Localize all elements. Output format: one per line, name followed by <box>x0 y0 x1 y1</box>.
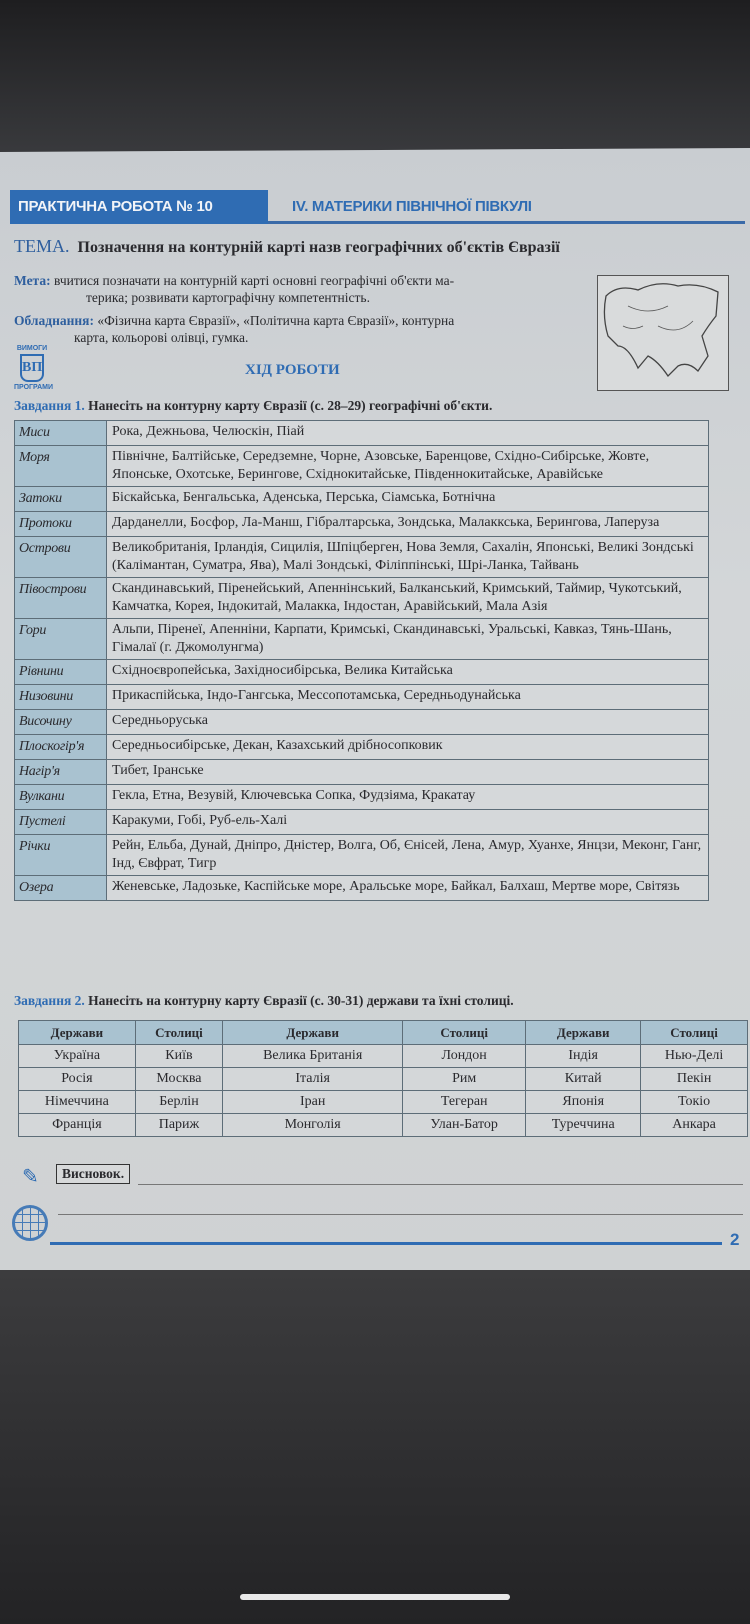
object-category: Протоки <box>15 512 107 537</box>
header-countries: Держави <box>223 1021 403 1045</box>
table-row <box>15 619 709 660</box>
country-cell: Росія <box>19 1068 136 1091</box>
table-row <box>15 685 709 710</box>
badge-mark: ВП <box>20 354 44 382</box>
photo-background-top <box>0 0 750 160</box>
topic-label: ТЕМА. <box>14 236 70 256</box>
capital-cell: Токіо <box>641 1091 748 1114</box>
goal-label: Мета: <box>14 273 51 288</box>
object-list: Альпи, Піренеї, Апенніни, Карпати, Кримські, Скандинавські, Уральські, Кавказ, Тянь-Шань, Гімалаї (г. Джомолунгма) <box>107 619 709 660</box>
equipment-text: «Фізична карта Євразії», «Політична карта Євразії», контурна <box>97 313 455 328</box>
object-category: Гори <box>15 619 107 660</box>
table-row <box>15 512 709 537</box>
conclusion <box>18 1162 743 1192</box>
object-list: Великобританія, Ірландія, Сицилія, Шпіцберген, Нова Земля, Сахалін, Японські, Великі Зондські (Калімантан, Суматра, Ява), Малі Зондські, Філіппінські, Шрі-Ланка, Тайвань <box>107 537 709 578</box>
object-list: Тибет, Іранське <box>107 760 709 785</box>
table-row <box>15 578 709 619</box>
country-cell: Іран <box>223 1091 403 1114</box>
country-cell: Франція <box>19 1114 136 1137</box>
capital-cell: Пекін <box>641 1068 748 1091</box>
object-list: Біскайська, Бенгальська, Аденська, Перська, Сіамська, Ботнічна <box>107 487 709 512</box>
task1-label: Завдання 1. <box>14 398 85 413</box>
capital-cell: Берлін <box>135 1091 222 1114</box>
capital-cell: Рим <box>403 1068 526 1091</box>
table-row <box>19 1068 748 1091</box>
capital-cell: Москва <box>135 1068 222 1091</box>
country-cell: Німеччина <box>19 1091 136 1114</box>
capital-cell: Нью-Делі <box>641 1045 748 1068</box>
object-list: Дарданелли, Босфор, Ла-Манш, Гібралтарська, Зондська, Малаккська, Берингова, Лаперуза <box>107 512 709 537</box>
badge-bottom-text: ПРОГРАМИ <box>14 384 53 391</box>
header-capitals: Столиці <box>641 1021 748 1045</box>
object-list: Каракуми, Гобі, Руб-ель-Халі <box>107 810 709 835</box>
table-row <box>15 487 709 512</box>
capital-cell: Анкара <box>641 1114 748 1137</box>
object-list: Рока, Дежньова, Челюскін, Піай <box>107 421 709 446</box>
object-list: Середньосибірське, Декан, Казахський дрібносопковик <box>107 735 709 760</box>
object-list: Скандинавський, Піренейський, Апеннінський, Балканський, Кримський, Таймир, Чукотський, Камчатка, Корея, Індокитай, Малакка, Індостан, Аравійський, Мала Азія <box>107 578 709 619</box>
object-list: Рейн, Ельба, Дунай, Дніпро, Дністер, Волга, Об, Єнісей, Лена, Амур, Хуанхе, Янцзи, Меконг, Ганг, Інд, Євфрат, Тигр <box>107 835 709 876</box>
object-category: Рівнини <box>15 660 107 685</box>
object-list: Східноєвропейська, Західносибірська, Велика Китайська <box>107 660 709 685</box>
goal-text-2: терика; розвивати картографічну компетентність. <box>86 290 370 305</box>
capital-cell: Київ <box>135 1045 222 1068</box>
object-category: Моря <box>15 446 107 487</box>
object-list: Середньоруська <box>107 710 709 735</box>
task1-text: Нанесіть на контурну карту Євразії (с. 28–29) географічні об'єкти. <box>88 398 493 413</box>
goal <box>14 272 584 306</box>
task2-text: Нанесіть на контурну карту Євразії (с. 30-31) держави та їхні столиці. <box>88 993 514 1008</box>
table-row <box>15 810 709 835</box>
geographic-objects-table <box>14 420 709 901</box>
country-cell: Китай <box>526 1068 641 1091</box>
capital-cell: Тегеран <box>403 1091 526 1114</box>
badge-top-text: ВИМОГИ <box>16 345 48 352</box>
object-category: Нагір'я <box>15 760 107 785</box>
countries-capitals-table <box>18 1020 748 1137</box>
header-countries: Держави <box>526 1021 641 1045</box>
home-indicator[interactable] <box>240 1594 510 1600</box>
object-list: Північне, Балтійське, Середземне, Чорне, Азовське, Баренцове, Східно-Сибірське, Жовте, Японське, Охотське, Берингове, Східнокитайське, Південнокитайське, Аравійське <box>107 446 709 487</box>
table-row <box>19 1045 748 1068</box>
goal-text: вчитися позначати на контурній карті основні географічні об'єкти ма- <box>53 273 455 288</box>
header-capitals: Столиці <box>135 1021 222 1045</box>
table-row <box>15 660 709 685</box>
table-row <box>15 421 709 446</box>
capital-cell: Париж <box>135 1114 222 1137</box>
eurasia-map-thumbnail <box>597 275 729 391</box>
country-cell: Індія <box>526 1045 641 1068</box>
country-cell: Велика Британія <box>223 1045 403 1068</box>
object-category: Пустелі <box>15 810 107 835</box>
object-category: Вулкани <box>15 785 107 810</box>
object-category: Низовини <box>15 685 107 710</box>
country-cell: Японія <box>526 1091 641 1114</box>
header-capitals: Столиці <box>403 1021 526 1045</box>
object-category: Річки <box>15 835 107 876</box>
task1-heading <box>14 398 492 414</box>
page-header <box>10 190 745 224</box>
object-category: Півострови <box>15 578 107 619</box>
eurasia-outline-icon <box>598 276 728 389</box>
object-category: Височину <box>15 710 107 735</box>
conclusion-line-1[interactable] <box>138 1184 743 1185</box>
table-row <box>19 1091 748 1114</box>
topic <box>14 236 560 257</box>
task2-label: Завдання 2. <box>14 993 85 1008</box>
object-category: Плоскогір'я <box>15 735 107 760</box>
table-row <box>15 760 709 785</box>
practical-work-title: ПРАКТИЧНА РОБОТА № 10 <box>10 190 268 224</box>
conclusion-line-2[interactable] <box>58 1214 743 1215</box>
country-cell: Монголія <box>223 1114 403 1137</box>
equipment <box>14 312 584 346</box>
equipment-text-2: карта, кольорові олівці, гумка. <box>74 330 249 345</box>
object-category: Озера <box>15 876 107 901</box>
table-row <box>15 710 709 735</box>
photo-background-bottom <box>0 1270 750 1624</box>
country-cell: Туреччина <box>526 1114 641 1137</box>
object-category: Затоки <box>15 487 107 512</box>
table-row <box>15 537 709 578</box>
table-row <box>15 835 709 876</box>
table-row <box>15 735 709 760</box>
topic-text: Позначення на контурній карті назв географічних об'єктів Євразії <box>77 239 560 256</box>
pen-icon: ✎ <box>22 1166 39 1188</box>
country-cell: Україна <box>19 1045 136 1068</box>
capital-cell: Лондон <box>403 1045 526 1068</box>
program-requirements-badge <box>14 345 53 397</box>
object-category: Миси <box>15 421 107 446</box>
equipment-label: Обладнання: <box>14 313 94 328</box>
capital-cell: Улан-Батор <box>403 1114 526 1137</box>
globe-icon <box>12 1205 48 1241</box>
table-row <box>15 785 709 810</box>
table-row <box>15 446 709 487</box>
page-number: 2 <box>730 1230 740 1249</box>
country-cell: Італія <box>223 1068 403 1091</box>
procedure-heading: ХІД РОБОТИ <box>245 362 340 378</box>
header-countries: Держави <box>19 1021 136 1045</box>
object-list: Женевське, Ладозьке, Каспійське море, Аральське море, Байкал, Балхаш, Мертве море, Світязь <box>107 876 709 901</box>
object-list: Гекла, Етна, Везувій, Ключевська Сопка, Фудзіяма, Кракатау <box>107 785 709 810</box>
table-row <box>19 1114 748 1137</box>
conclusion-label: Висновок. <box>56 1164 130 1184</box>
object-list: Прикаспійська, Індо-Гангська, Мессопотамська, Середньодунайська <box>107 685 709 710</box>
object-category: Острови <box>15 537 107 578</box>
footer-rule <box>50 1242 722 1245</box>
task2-heading <box>14 993 514 1009</box>
section-title: IV. МАТЕРИКИ ПІВНІЧНОЇ ПІВКУЛІ <box>292 198 532 215</box>
table-row <box>15 876 709 901</box>
